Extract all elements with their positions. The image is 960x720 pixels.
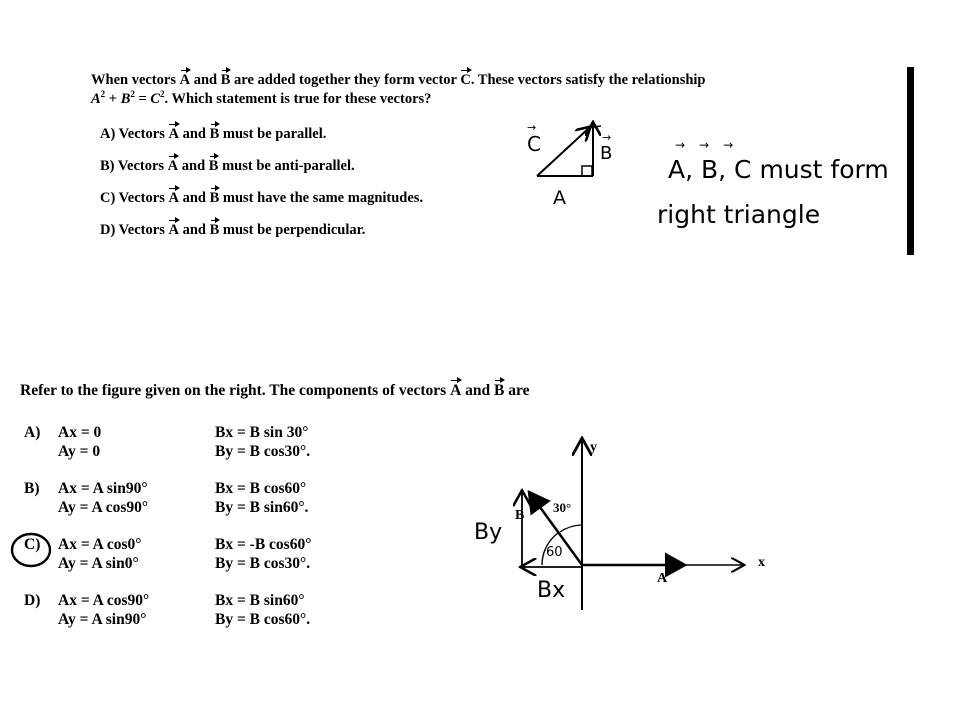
vector-c-symbol: C xyxy=(460,72,471,88)
vector-a-symbol: A xyxy=(450,382,462,399)
q1-option-c[interactable]: C) Vectors A and B must have the same magnitudes. xyxy=(100,190,424,206)
q1-line1: When vectors A and B are added together they form vector C. These vectors satisfy the relationship xyxy=(91,72,706,88)
q2-option-d-label[interactable]: D) xyxy=(24,592,41,609)
vertical-divider-bar xyxy=(907,67,914,255)
vector-b-symbol: B xyxy=(209,190,220,206)
sketch-label-b: B xyxy=(600,143,613,164)
q1-option-d[interactable]: D) Vectors A and B must be perpendicular. xyxy=(100,222,366,238)
y-axis-label: y xyxy=(590,440,597,455)
q1-line2: $A^2 + B^2 = C^2$. Which statement is true for these vectors? xyxy=(91,89,432,107)
handwritten-bx-label: Bx xyxy=(537,578,566,603)
q2-option-d-by: By = B cos60°. xyxy=(215,611,311,628)
sketch-label-c-arrow: → xyxy=(527,121,537,134)
vector-b-symbol: B xyxy=(209,126,220,142)
vector-a-symbol: A xyxy=(168,190,179,206)
vector-a-label: A xyxy=(657,571,668,586)
q2-option-d-ax: Ax = A cos90° xyxy=(58,592,150,609)
q2-option-c-ay: Ay = A sin0° xyxy=(58,555,139,572)
q2-option-a-ax: Ax = 0 xyxy=(58,424,102,441)
sketch-vector-c xyxy=(537,128,589,176)
vector-b-symbol: B xyxy=(208,158,219,174)
x-axis-label: x xyxy=(758,555,765,570)
q2-option-b-ax: Ax = A sin90° xyxy=(58,480,148,497)
q2-option-b-bx: Bx = B cos60° xyxy=(215,480,307,497)
q2-option-d-ay: Ay = A sin90° xyxy=(58,611,147,628)
handwritten-by-label: By xyxy=(474,520,503,545)
q2-option-c-by: By = B cos30°. xyxy=(215,555,311,572)
q2-option-a-by: By = B cos30°. xyxy=(215,443,311,460)
vector-b-symbol: B xyxy=(220,72,231,88)
angle-60-label: 60 xyxy=(546,545,563,560)
angle-30-arc xyxy=(560,525,582,532)
sketch-label-b-arrow: → xyxy=(602,131,612,144)
q2-option-c-ax: Ax = A cos0° xyxy=(58,536,142,553)
vector-b-symbol: B xyxy=(494,382,505,399)
q2-option-a-ay: Ay = 0 xyxy=(58,443,101,460)
q2-option-a-bx: Bx = B sin 30° xyxy=(215,424,309,441)
q2-option-d-bx: Bx = B sin60° xyxy=(215,592,305,609)
angle-30-label: 30° xyxy=(553,500,572,515)
right-angle-mark xyxy=(582,166,592,176)
vector-a-symbol: A xyxy=(168,222,179,238)
vector-a-symbol: A xyxy=(167,158,179,174)
sketch-label-c: C xyxy=(527,132,541,156)
vector-b-label: B xyxy=(515,508,525,523)
handwritten-note-line2: right triangle xyxy=(657,200,821,229)
vector-a-symbol: A xyxy=(168,126,179,142)
q2-option-c-bx: Bx = -B cos60° xyxy=(215,536,312,553)
q1-option-b[interactable]: B) Vectors A and B must be anti-parallel. xyxy=(100,158,355,174)
vector-b-symbol: B xyxy=(209,222,220,238)
q2-option-b-ay: Ay = A cos90° xyxy=(58,499,149,516)
q2-option-b-by: By = B sin60°. xyxy=(215,499,309,516)
q2-title: Refer to the figure given on the right. The components of vectors A and B are xyxy=(20,382,530,399)
handwritten-note-arrows: →→→ xyxy=(675,138,748,152)
q2-option-c-label[interactable]: C) xyxy=(24,536,41,553)
vector-a-symbol: A xyxy=(179,72,191,88)
q1-option-a[interactable]: A) Vectors A and B must be parallel. xyxy=(100,126,327,142)
handwritten-note-line1: A, B, C must form xyxy=(668,155,889,184)
q2-option-a-label[interactable]: A) xyxy=(24,424,41,441)
q2-option-b-label[interactable]: B) xyxy=(24,480,40,497)
sketch-label-a: A xyxy=(553,187,566,209)
